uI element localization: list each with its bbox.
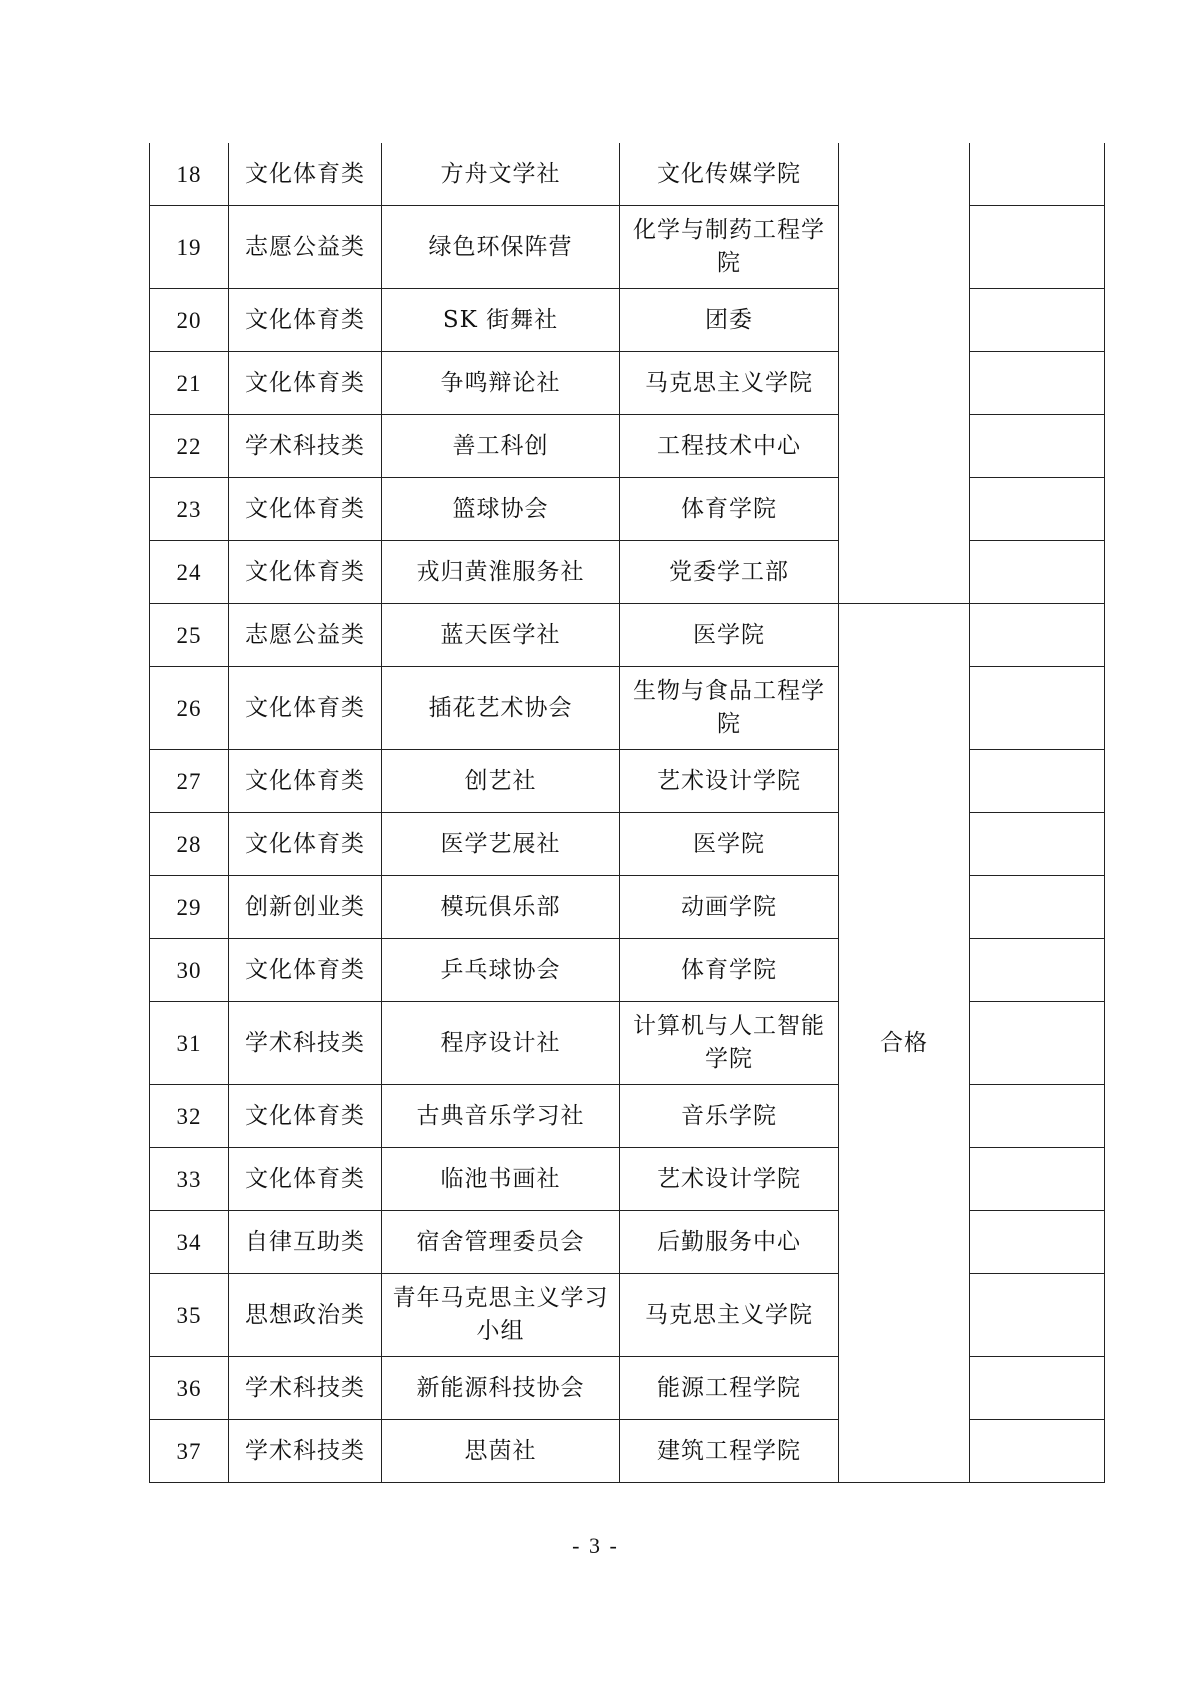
supervising-department: 音乐学院: [620, 1085, 839, 1148]
row-number: 26: [150, 667, 229, 750]
club-name: 青年马克思主义学习小组: [382, 1274, 620, 1357]
supervising-department: 能源工程学院: [620, 1357, 839, 1420]
club-category: 自律互助类: [229, 1211, 382, 1274]
row-number: 36: [150, 1357, 229, 1420]
supervising-department: 工程技术中心: [620, 415, 839, 478]
row-number: 22: [150, 415, 229, 478]
supervising-department: 医学院: [620, 813, 839, 876]
remarks-cell: [970, 1420, 1105, 1483]
club-category: 文化体育类: [229, 1085, 382, 1148]
row-number: 31: [150, 1002, 229, 1085]
row-number: 30: [150, 939, 229, 1002]
club-category: 学术科技类: [229, 1002, 382, 1085]
supervising-department: 文化传媒学院: [620, 143, 839, 206]
club-name: 乒乓球协会: [382, 939, 620, 1002]
page-number: - 3 -: [572, 1533, 619, 1558]
club-name: 程序设计社: [382, 1002, 620, 1085]
supervising-department: 马克思主义学院: [620, 352, 839, 415]
club-category: 文化体育类: [229, 1148, 382, 1211]
club-assessment-table: [149, 143, 1105, 1483]
row-number: 24: [150, 541, 229, 604]
club-category: 文化体育类: [229, 352, 382, 415]
club-category: 学术科技类: [229, 415, 382, 478]
table-row: [150, 143, 1105, 206]
club-category: 文化体育类: [229, 939, 382, 1002]
row-number: 29: [150, 876, 229, 939]
row-number: 32: [150, 1085, 229, 1148]
club-category: 文化体育类: [229, 143, 382, 206]
club-name: 插花艺术协会: [382, 667, 620, 750]
supervising-department: 艺术设计学院: [620, 750, 839, 813]
club-name: 宿舍管理委员会: [382, 1211, 620, 1274]
club-category: 文化体育类: [229, 667, 382, 750]
club-name: 戎归黄淮服务社: [382, 541, 620, 604]
club-name: 绿色环保阵营: [382, 206, 620, 289]
club-category: 志愿公益类: [229, 206, 382, 289]
supervising-department: 计算机与人工智能学院: [620, 1002, 839, 1085]
remarks-cell: [970, 876, 1105, 939]
remarks-cell: [970, 1357, 1105, 1420]
remarks-cell: [970, 1002, 1105, 1085]
row-number: 25: [150, 604, 229, 667]
remarks-cell: [970, 1085, 1105, 1148]
supervising-department: 党委学工部: [620, 541, 839, 604]
supervising-department: 体育学院: [620, 478, 839, 541]
row-number: 33: [150, 1148, 229, 1211]
club-name: 创艺社: [382, 750, 620, 813]
club-category: 创新创业类: [229, 876, 382, 939]
club-category: 文化体育类: [229, 478, 382, 541]
club-name: 古典音乐学习社: [382, 1085, 620, 1148]
row-number: 27: [150, 750, 229, 813]
remarks-cell: [970, 1148, 1105, 1211]
remarks-cell: [970, 750, 1105, 813]
assessment-result-cell: [839, 143, 970, 604]
club-name: 方舟文学社: [382, 143, 620, 206]
remarks-cell: [970, 206, 1105, 289]
row-number: 20: [150, 289, 229, 352]
club-category: 学术科技类: [229, 1357, 382, 1420]
club-category: 思想政治类: [229, 1274, 382, 1357]
row-number: 34: [150, 1211, 229, 1274]
supervising-department: 医学院: [620, 604, 839, 667]
club-name: 篮球协会: [382, 478, 620, 541]
table-row: [150, 604, 1105, 667]
supervising-department: 体育学院: [620, 939, 839, 1002]
row-number: 35: [150, 1274, 229, 1357]
row-number: 19: [150, 206, 229, 289]
remarks-cell: [970, 939, 1105, 1002]
supervising-department: 后勤服务中心: [620, 1211, 839, 1274]
club-category: 学术科技类: [229, 1420, 382, 1483]
supervising-department: 生物与食品工程学院: [620, 667, 839, 750]
remarks-cell: [970, 1274, 1105, 1357]
remarks-cell: [970, 813, 1105, 876]
remarks-cell: [970, 478, 1105, 541]
club-category: 志愿公益类: [229, 604, 382, 667]
row-number: 28: [150, 813, 229, 876]
remarks-cell: [970, 541, 1105, 604]
club-name: SK 街舞社: [382, 289, 620, 352]
club-category: 文化体育类: [229, 750, 382, 813]
club-name: 模玩俱乐部: [382, 876, 620, 939]
club-category: 文化体育类: [229, 541, 382, 604]
club-name: 新能源科技协会: [382, 1357, 620, 1420]
club-name: 争鸣辩论社: [382, 352, 620, 415]
supervising-department: 建筑工程学院: [620, 1420, 839, 1483]
remarks-cell: [970, 289, 1105, 352]
supervising-department: 马克思主义学院: [620, 1274, 839, 1357]
supervising-department: 团委: [620, 289, 839, 352]
supervising-department: 艺术设计学院: [620, 1148, 839, 1211]
row-number: 37: [150, 1420, 229, 1483]
remarks-cell: [970, 667, 1105, 750]
row-number: 23: [150, 478, 229, 541]
club-name: 医学艺展社: [382, 813, 620, 876]
supervising-department: 动画学院: [620, 876, 839, 939]
club-category: 文化体育类: [229, 813, 382, 876]
club-category: 文化体育类: [229, 289, 382, 352]
remarks-cell: [970, 143, 1105, 206]
row-number: 18: [150, 143, 229, 206]
remarks-cell: [970, 415, 1105, 478]
assessment-result-cell: 合格: [839, 604, 970, 1483]
club-name: 蓝天医学社: [382, 604, 620, 667]
club-name: 思茵社: [382, 1420, 620, 1483]
remarks-cell: [970, 604, 1105, 667]
club-name: 临池书画社: [382, 1148, 620, 1211]
remarks-cell: [970, 1211, 1105, 1274]
row-number: 21: [150, 352, 229, 415]
supervising-department: 化学与制药工程学院: [620, 206, 839, 289]
club-name: 善工科创: [382, 415, 620, 478]
remarks-cell: [970, 352, 1105, 415]
